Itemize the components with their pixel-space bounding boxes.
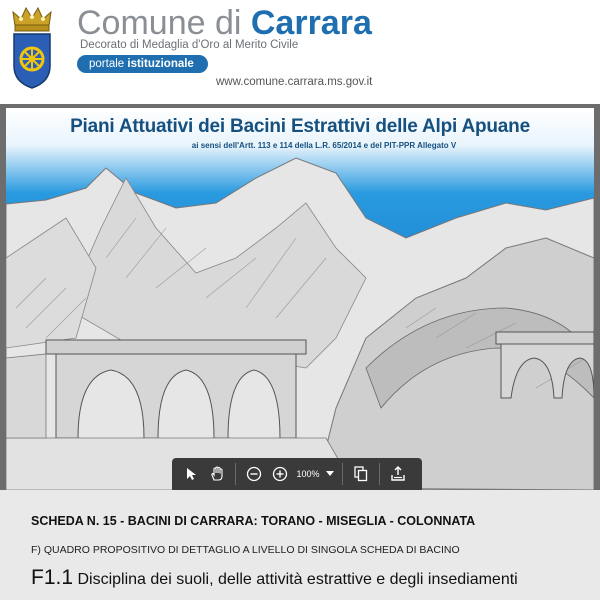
zoom-in-icon bbox=[272, 466, 288, 482]
zoom-out-icon bbox=[246, 466, 262, 482]
portal-badge-bold: istituzionale bbox=[127, 58, 194, 70]
copy-icon bbox=[354, 466, 368, 482]
copy-button[interactable] bbox=[348, 461, 374, 487]
document-title: Piani Attuativi dei Bacini Estrattivi delle Alpi Apuane bbox=[70, 116, 530, 137]
hand-icon bbox=[209, 466, 225, 482]
zoom-dropdown-button[interactable] bbox=[323, 461, 337, 487]
toolbar-divider bbox=[342, 463, 343, 485]
toolbar-divider bbox=[235, 463, 236, 485]
document-info-band bbox=[0, 490, 600, 600]
zoom-level[interactable]: 100% bbox=[296, 469, 320, 479]
pdf-toolbar bbox=[172, 458, 422, 490]
chevron-down-icon bbox=[326, 471, 334, 477]
site-title-light: Comune di bbox=[77, 4, 242, 42]
document-subtitle: ai sensi dell'Artt. 113 e 114 della L.R. 65/2014 e del PIT-PPR Allegato V bbox=[191, 141, 457, 150]
toolbar-divider bbox=[379, 463, 380, 485]
site-subtitle: Decorato di Medaglia d'Oro al Merito Civile bbox=[80, 39, 299, 51]
site-header bbox=[0, 0, 600, 100]
document-cover bbox=[6, 108, 594, 490]
zoom-out-button[interactable] bbox=[241, 461, 267, 487]
quadro-subtitle: F) QUADRO PROPOSITIVO DI DETTAGLIO A LIVELLO DI SINGOLA SCHEDA DI BACINO bbox=[31, 544, 460, 556]
export-button[interactable] bbox=[385, 461, 411, 487]
section-code: F1.1 bbox=[31, 566, 74, 589]
cursor-icon bbox=[184, 467, 198, 481]
site-url[interactable]: www.comune.carrara.ms.gov.it bbox=[216, 76, 373, 88]
left-hillside bbox=[6, 354, 46, 438]
portal-badge-light: portale bbox=[89, 58, 125, 70]
scheda-title: SCHEDA N. 15 - BACINI DI CARRARA: TORANO - MISEGLIA - COLONNATA bbox=[31, 514, 476, 528]
crest-logo-icon bbox=[8, 4, 56, 90]
pan-tool-button[interactable] bbox=[204, 461, 230, 487]
cover-illustration bbox=[6, 108, 594, 490]
site-title-bold: Carrara bbox=[250, 4, 372, 42]
zoom-in-button[interactable] bbox=[267, 461, 293, 487]
section-heading bbox=[31, 566, 518, 590]
pdf-viewer[interactable] bbox=[0, 104, 600, 490]
select-tool-button[interactable] bbox=[178, 461, 204, 487]
site-title[interactable] bbox=[77, 2, 372, 44]
section-description: Disciplina dei suoli, delle attività estrattive e degli insediamenti bbox=[77, 571, 518, 588]
portal-badge[interactable] bbox=[77, 55, 208, 73]
export-icon bbox=[390, 466, 406, 482]
